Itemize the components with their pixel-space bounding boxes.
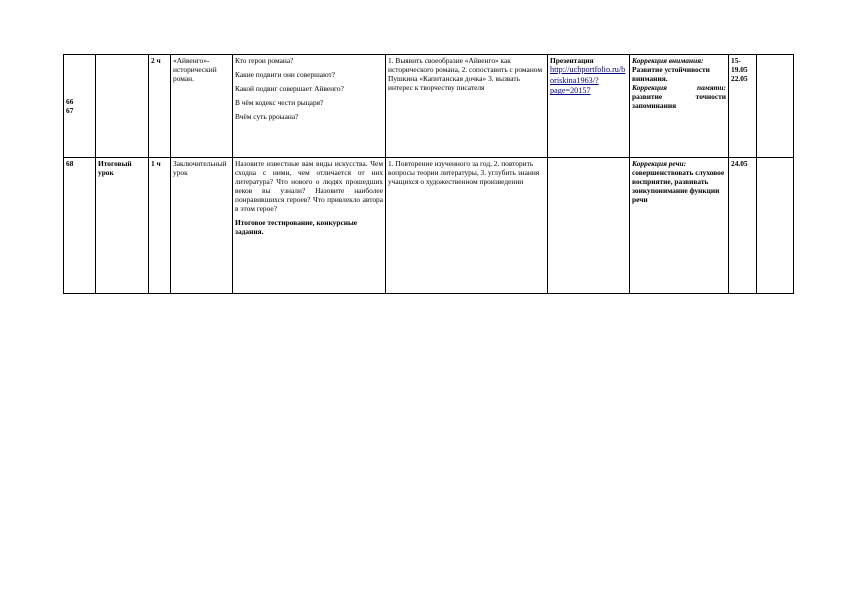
question: Какие подвиги они совершают? — [235, 70, 336, 80]
notes-cell — [757, 158, 794, 294]
lesson-type-cell: «Айвенго»- исторический роман. — [171, 55, 233, 158]
goals-cell: 1. Выявить своеобразие «Айвенго» как исторического романа, 2. сопоставить с романом Пушкина «Капитанская дочка» 3. вызвать интерес к творчеству писателя — [386, 55, 548, 158]
lesson-number-cell — [64, 158, 96, 294]
final-test: Итоговое тестирование, конкурсные задания. — [235, 218, 358, 237]
topic-cell — [96, 55, 149, 158]
resources-cell — [548, 158, 630, 294]
resources-label: Презентация — [550, 56, 594, 65]
dates-cell — [729, 55, 757, 158]
table-row — [64, 158, 794, 294]
date: 24.05 — [731, 159, 748, 168]
correction-text: Развитие устойчивости внимания. — [632, 65, 710, 84]
questions-cell — [233, 55, 386, 158]
correction-text: развитие точности запоминания — [632, 92, 726, 111]
lesson-number: 68 — [66, 159, 74, 168]
lesson-number: 66 — [66, 96, 74, 106]
hours-cell: 1 ч — [149, 158, 171, 294]
resources-cell — [548, 55, 630, 158]
goals-cell: 1. Повторение изученного за год, 2. повторить вопросы теории литературы, 3. углубить знания учащихся о художественном произведении — [386, 158, 548, 294]
question: Кто герои романа? — [235, 56, 294, 65]
resource-link[interactable]: http://uchportfolio.ru/boriskina1963/?page=20157 — [550, 65, 626, 96]
topic-cell: Итоговый урок — [96, 158, 149, 294]
lesson-type-cell: Заключительный урок — [171, 158, 233, 294]
date: 22.05 — [731, 74, 748, 84]
correction-label: Коррекция памяти: — [632, 83, 726, 93]
hours-cell: 2 ч — [149, 55, 171, 158]
table-row — [64, 55, 794, 158]
notes-cell — [757, 55, 794, 158]
date: 15-19.05 — [731, 56, 748, 75]
correction-cell — [630, 158, 729, 294]
correction-label: Коррекция речи: — [632, 159, 687, 168]
dates-cell — [729, 158, 757, 294]
question: В чём кодекс чести рыцаря? — [235, 98, 324, 108]
correction-cell — [630, 55, 729, 158]
question: Назовите известные вам виды искусства. Чем сходна с ними, чем отличается от них литература? Что нового о людях прошедших веков вы узнали? Назовите наиболее понравившихся героев? Что привлекло автора в этом герое? — [235, 159, 383, 214]
correction-text: совершенствовать слуховое восприятие, развивать зонкупонимание функции речи — [632, 168, 725, 205]
lesson-number: 67 — [66, 106, 74, 115]
questions-cell — [233, 158, 386, 294]
question: Какой подвиг совершает Айвенго? — [235, 84, 344, 94]
lesson-number-cell — [64, 55, 96, 158]
lesson-plan-table — [63, 54, 794, 294]
question: Вчём суть рроыана? — [235, 112, 299, 122]
correction-label: Коррекция внимания: — [632, 56, 704, 65]
